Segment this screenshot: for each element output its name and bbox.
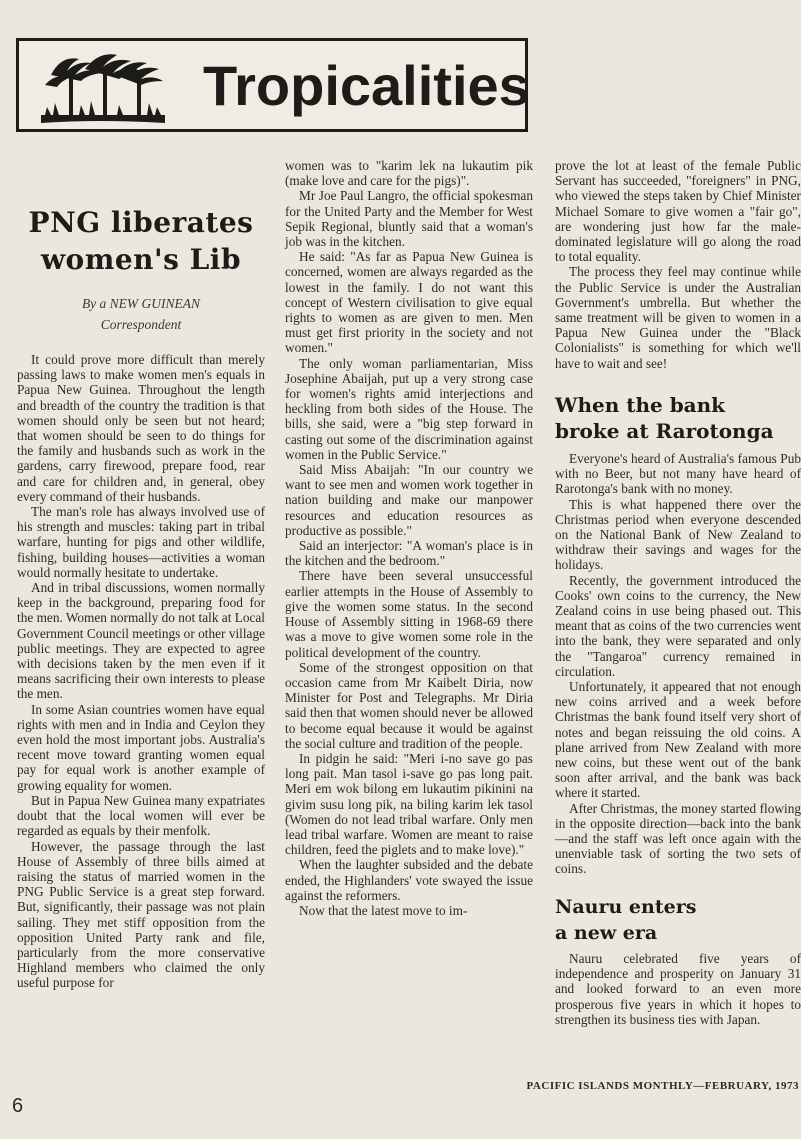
nauru-article <box>555 895 801 1027</box>
article-column-1 <box>17 352 265 991</box>
publication-footer: PACIFIC ISLANDS MONTHLY—FEBRUARY, 1973 <box>526 1080 799 1092</box>
article-headline-line1: PNG liberates <box>28 206 254 239</box>
paragraph: women was to "karim lek na lukautim pik (make love and care for the pigs)". <box>285 158 533 189</box>
paragraph: Nauru celebrated five years of independence and prosperity on January 31 and looked forward to an even more prosperous five years in which it hopes to strengthen its business ties with Japan. <box>555 951 801 1027</box>
masthead-banner <box>16 38 528 132</box>
paragraph: This is what happened there over the Christmas period when everyone descended on the National Bank of New Zealand to withdraw their savings and wages for the holidays. <box>555 496 801 573</box>
byline-author: By a NEW GUINEAN <box>81 296 201 311</box>
section-title: Tropicalities <box>203 54 530 117</box>
paragraph: prove the lot at least of the female Public Servant has succeeded, "foreigners" in PNG, who viewed the steps taken by Chief Minister Michael Somare to give women a "fair go", are wondering just how far the male-dominated legislature will go along the road to total equality. <box>555 158 801 265</box>
paragraph: It could prove more difficult than merely passing laws to make women men's equals in Papua New Guinea. Throughout the length and breadth of the country the tradition is that women should only be seen but not heard; that women should be seen to do things for the family and husbands such as work in the gardens, carry firewood, prepare food, rear and care for children and, in general, obey every command of their husbands. <box>17 352 265 504</box>
nauru-body <box>555 951 801 1027</box>
paragraph: However, the passage through the last House of Assembly of three bills aimed at raising the status of married women in the PNG Public Service is a great step forward. But, significantly, their passage was not plain sailing. They met stiff opposition from the opposition United Party rank and file, particularly from the more conservative Highland members who claimed the only useful purpose for <box>17 838 265 991</box>
rarotonga-article <box>555 451 801 877</box>
paragraph: Said Miss Abaijah: "In our country we want to see men and women work together in nation building and make our manpower resources and education resources as productive as possible." <box>285 462 533 538</box>
paragraph: In pidgin he said: "Meri i-no save go pas long pait. Man tasol i-save go pas long pait. Meri em wok bilong em lukautim pikinini na givim susu long pik, na biling karim lek tasol (Women do not lead tribal warfare. Only men lead tribal warfare. Women are meant to raise children, feed the piglets and to make love)." <box>285 750 533 858</box>
rarotonga-headline-line1: When the bank <box>555 393 726 417</box>
paragraph: The only woman parliamentarian, Miss Josephine Abaijah, put up a very strong case for women's rights amid interjections and heckling from both sides of the House. The bills, she said, were a "big step forward in casting out some of the discrimination against women in the Public Service." <box>285 355 533 462</box>
paragraph: After Christmas, the money started flowing in the opposite direction—back into the bank—and the staff was left once again with the unenviable task of sorting the two sets of coins. <box>555 800 801 877</box>
paragraph: But in Papua New Guinea many expatriates doubt that the local women will ever be regarded as equals by their menfolk. <box>17 792 265 839</box>
paragraph: Some of the strongest opposition on that occasion came from Mr Kaibelt Diria, now Minister for Post and Telegraphs. Mr Diria said then that women should never be allowed to become equal because it would be against the social culture and tradition of the people. <box>285 659 533 751</box>
paragraph: When the laughter subsided and the debate ended, the Highlanders' vote swayed the issue against the reformers. <box>285 857 533 903</box>
article-column-3 <box>555 158 801 371</box>
byline-role: Correspondent <box>100 317 182 332</box>
paragraph: Now that the latest move to im- <box>299 902 468 918</box>
palm-trees-icon <box>41 45 165 127</box>
paragraph: There have been several unsuccessful earlier attempts in the House of Assembly to give the women some status. In the second House of Assembly sitting in 1968-69 there was a move to give women some role in the political development of the country. <box>285 568 533 660</box>
paragraph: Everyone's heard of Australia's famous Pub with no Beer, but not many have heard of Rarotonga's bank with no money. <box>555 451 801 497</box>
paragraph: Mr Joe Paul Langro, the official spokesman for the United Party and the Member for West Sepik Regional, bluntly said that a woman's job was in the kitchen. <box>285 188 533 250</box>
paragraph: And in tribal discussions, women normally keep in the background, preparing food for the men. Women normally do not talk at Local Government Council meetings or other village public meetings. They are expected to agree with decisions taken by the men even if it means sacrificing their own interests to please the men. <box>17 580 265 702</box>
paragraph: The man's role has always involved use of his strength and muscles: taking part in tribal warfare, hunting for pigs and other wildlife, fishing, building houses—activities a woman would normally hesitate to undertake. <box>17 504 265 580</box>
paragraph: Said an interjector: "A woman's place is in the kitchen and the bedroom." <box>285 538 533 569</box>
article-headline-line2: women's Lib <box>40 243 242 276</box>
paragraph: Recently, the government introduced the Cooks' own coins to the currency, the New Zealand coins in use being phased out. This meant that as coins of the two currencies went into the bank, they were separated and only the "Tangaroa" currency remained in circulation. <box>555 572 801 679</box>
page-number: 6 <box>12 1095 24 1117</box>
nauru-headline-line1: Nauru enters <box>555 896 697 918</box>
article-column-2 <box>285 158 533 918</box>
rarotonga-headline-line2: broke at Rarotonga <box>555 419 774 443</box>
paragraph: In some Asian countries women have equal rights with men and in India and Ceylon they even hold the most important jobs. Australia's recent move toward granting women equal pay for equal work is another example of growing equality for women. <box>17 701 265 793</box>
nauru-headline-line2: a new era <box>555 922 658 944</box>
paragraph: Unfortunately, it appeared that not enough new coins arrived and a week before Christmas the bank found itself very short of notes and began reissuing the old coins. A plane arrived from New Zealand with more new coins, but these went out of the bank soon after arrival, and the bank was back where it started. <box>555 679 801 801</box>
paragraph: The process they feel may continue while the Public Service is under the Australian Government's umbrella. But whether the same treatment will be given to women in a Papua New Guinea under the "Black Colonialists" is something for which we'll have to wait and see! <box>555 264 801 371</box>
paragraph: He said: "As far as Papua New Guinea is concerned, women are always regarded as the lowest in the family. I do not want this concept of Western civilisation to give equal rights to women as are given to men. Men must get first priority in the society and not women." <box>285 249 533 356</box>
